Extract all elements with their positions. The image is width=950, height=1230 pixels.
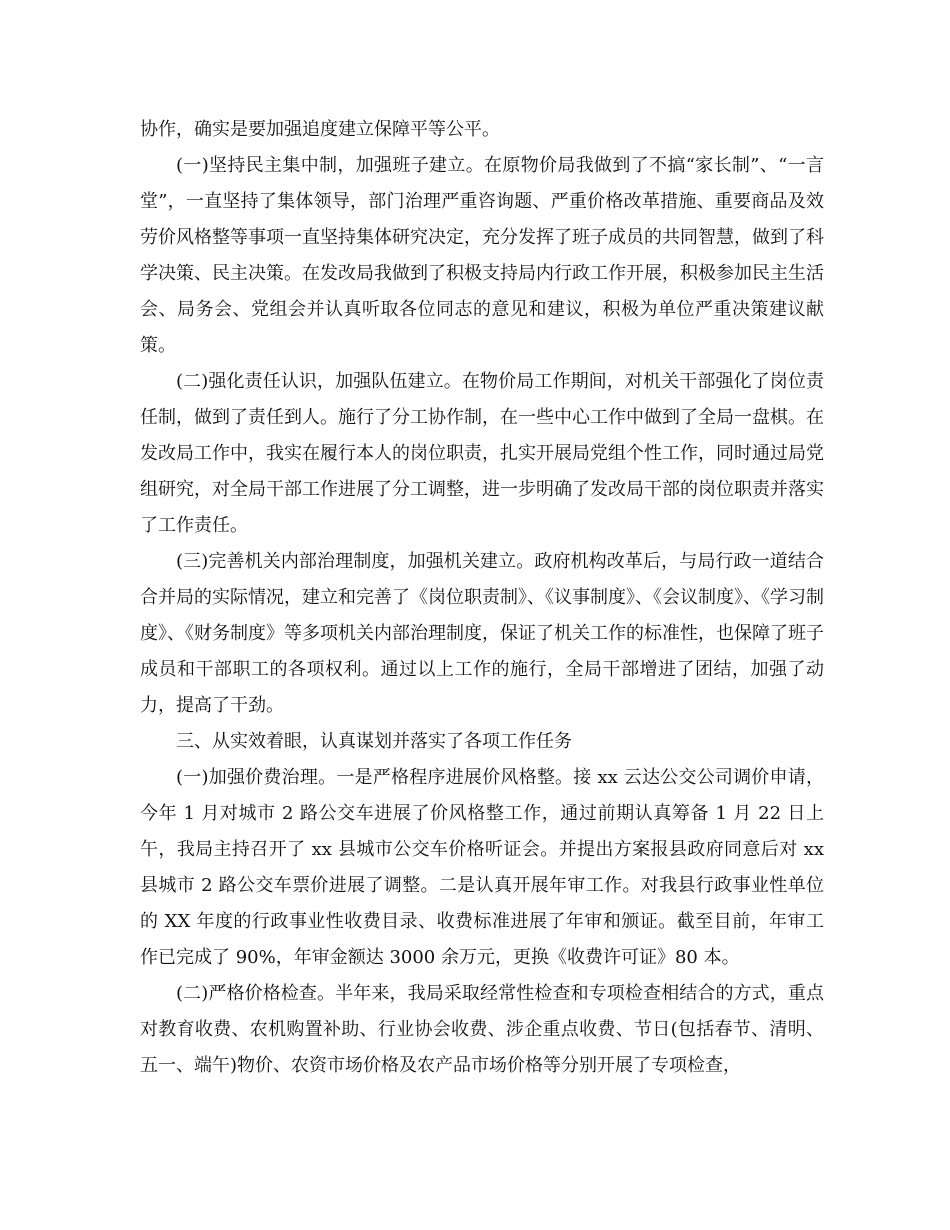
paragraph-continuation: 协作，确实是要加强追度建立保障平等公平。 (140, 119, 500, 140)
paragraph-democratic-centralism: (一)坚持民主集中制，加强班子建立。在原物价局我做到了不搞“家长制”、“一言堂”，一直坚持了集体领导，部门治理严重咨询题、严重价格改革措施、重要商品及效劳价风格整等事项一直坚持集体研究决定，充分发挥了班子成员的共同智慧，做到了科学决策、民主决策。在发改局我做到了积极支持局内行政工作开展，积极参加民主生活会、局务会、党组会并认真听取各位同志的意见和建议，积极为单位严重决策建议献策。 (140, 155, 824, 356)
section-heading-three: 三、从实效着眼，认真谋划并落实了各项工作任务 (176, 731, 572, 752)
paragraph-price-management: (一)加强价费治理。一是严格程序进展价风格整。接 xx 云达公交公司调价申请，今年 1 月对城市 2 路公交车进展了价风格整工作，通过前期认真筹备 1 月 22 日上午，我局主持召开了 xx 县城市公交车价格听证会。并提出方案报县政府同意后对 xx 县城市 2 路公交车票价进展了调整。二是认真开展年审工作。对我县行政事业性单位的 XX 年度的行政事业性收费目录、收费标准进展了年审和颁证。截至目前，年审工作已完成了 90%，年审金额达 3000 余万元，更换《收费许可证》80 本。 (140, 767, 824, 968)
paragraph-internal-management: (三)完善机关内部治理制度，加强机关建立。政府机构改革后，与局行政一道结合合并局的实际情况，建立和完善了《岗位职责制》、《议事制度》、《会议制度》、《学习制度》、《财务制度》等多项机关内部治理制度，保证了机关工作的标准性，也保障了班子成员和干部职工的各项权利。通过以上工作的施行，全局干部增进了团结，加强了动力，提高了干劲。 (140, 551, 824, 716)
paragraph-price-inspection: (二)严格价格检查。半年来，我局采取经常性检查和专项检查相结合的方式，重点对教育收费、农机购置补助、行业协会收费、涉企重点收费、节日(包括春节、清明、五一、端午)物价、农资市场价格及农产品市场价格等分别开展了专项检查， (140, 983, 824, 1076)
paragraph-responsibility: (二)强化责任认识，加强队伍建立。在物价局工作期间，对机关干部强化了岗位责任制，做到了责任到人。施行了分工协作制，在一些中心工作中做到了全局一盘棋。在发改局工作中，我实在履行本人的岗位职责，扎实开展局党组个性工作，同时通过局党组研究，对全局干部工作进展了分工调整，进一步明确了发改局干部的岗位职责并落实了工作责任。 (140, 371, 824, 536)
document-body (140, 112, 824, 1084)
